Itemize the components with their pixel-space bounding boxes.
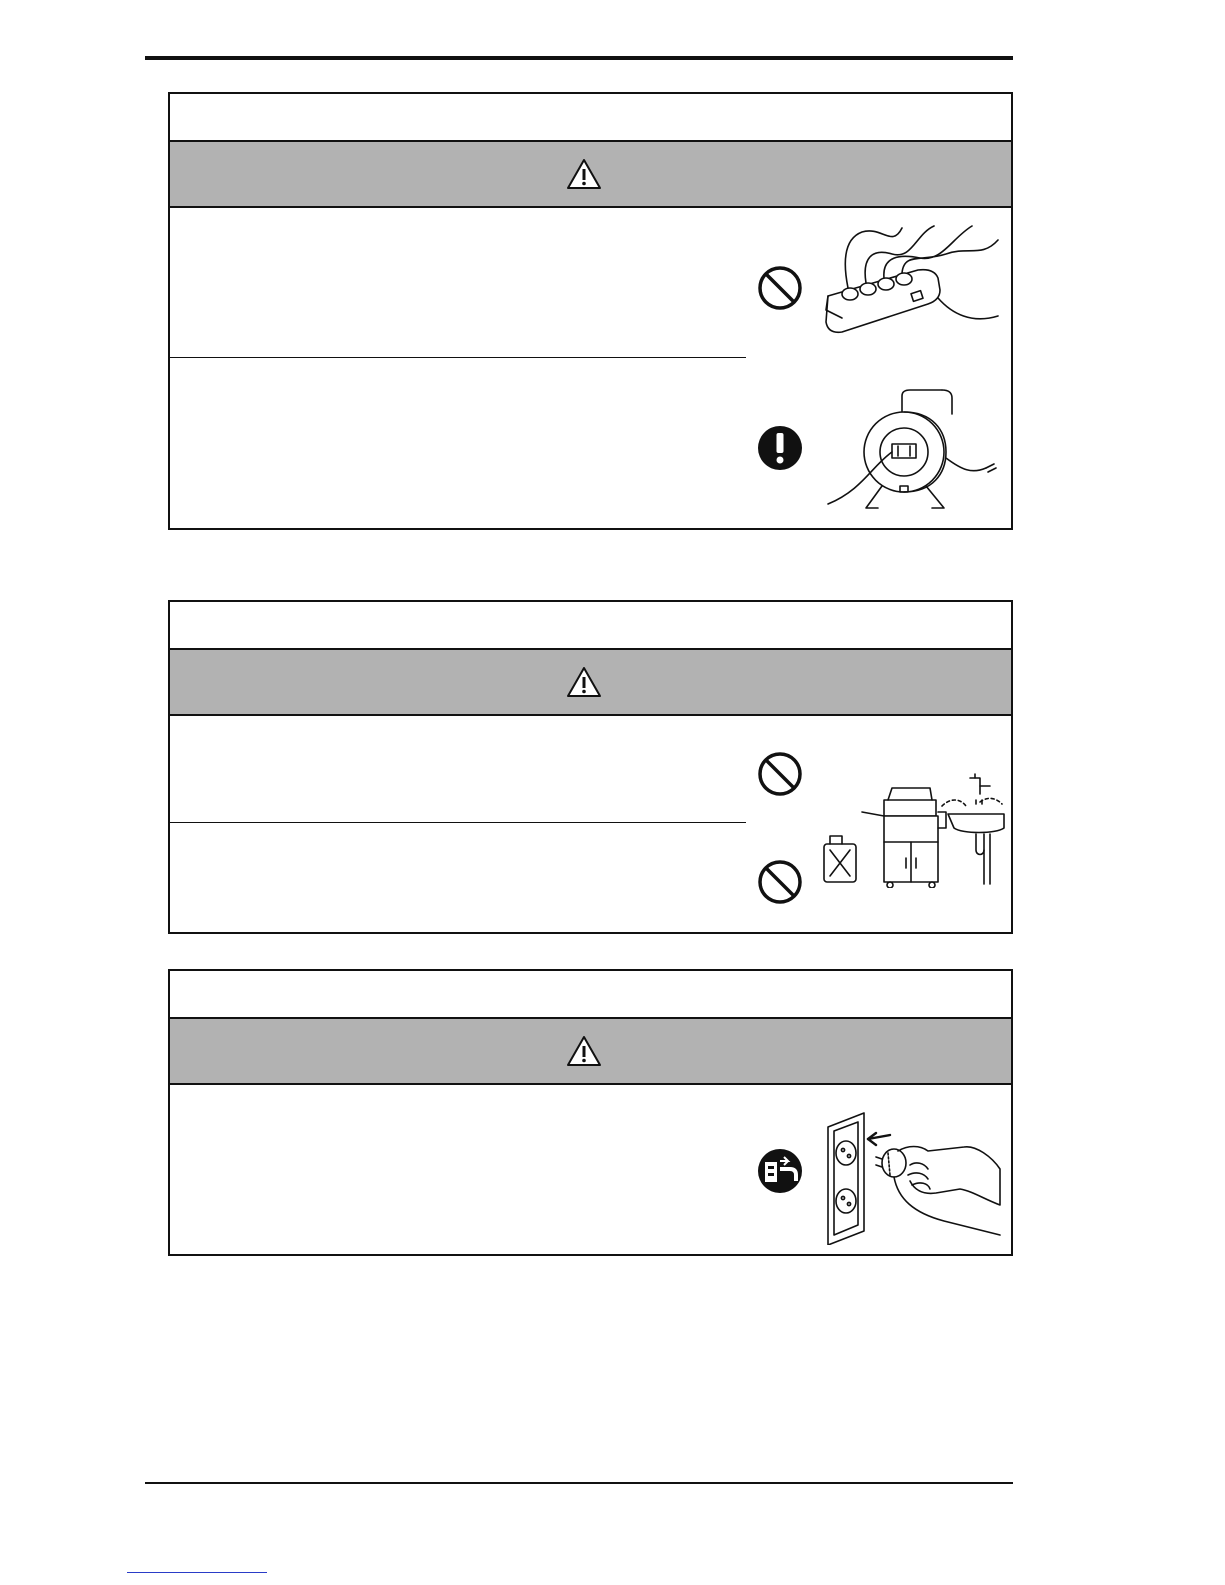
card-title	[170, 602, 1011, 650]
card-title	[170, 94, 1011, 142]
instruction-row	[170, 1085, 744, 1254]
footer-rule	[145, 1482, 1013, 1484]
power-strip-overload-illustration	[822, 218, 1002, 353]
row-divider	[170, 357, 746, 358]
row-divider	[170, 822, 746, 823]
instruction-row	[170, 359, 744, 525]
instruction-row	[170, 208, 744, 358]
footer-link-underline[interactable]	[127, 1572, 267, 1573]
warning-triangle-icon	[566, 1035, 602, 1067]
warning-triangle-icon	[566, 158, 602, 190]
card-body	[170, 716, 1011, 932]
warning-band	[170, 142, 1011, 208]
warning-triangle-icon	[566, 666, 602, 698]
instruction-row	[170, 824, 744, 932]
cable-reel-illustration	[822, 386, 1002, 518]
safety-card-2	[168, 600, 1013, 934]
prohibition-icon	[756, 264, 804, 312]
unplug-from-wall-outlet-illustration	[824, 1095, 1004, 1245]
header-rule	[145, 56, 1013, 60]
prohibition-icon	[756, 858, 804, 906]
unplug-icon	[756, 1147, 804, 1195]
prohibition-icon	[756, 750, 804, 798]
card-title	[170, 971, 1011, 1019]
safety-card-1	[168, 92, 1013, 530]
card-body	[170, 1085, 1011, 1254]
warning-band	[170, 1019, 1011, 1085]
copier-near-water-and-flammables-illustration	[820, 772, 1006, 888]
mandatory-action-icon	[756, 424, 804, 472]
safety-card-3	[168, 969, 1013, 1256]
instruction-row	[170, 716, 744, 822]
card-body	[170, 208, 1011, 526]
warning-band	[170, 650, 1011, 716]
